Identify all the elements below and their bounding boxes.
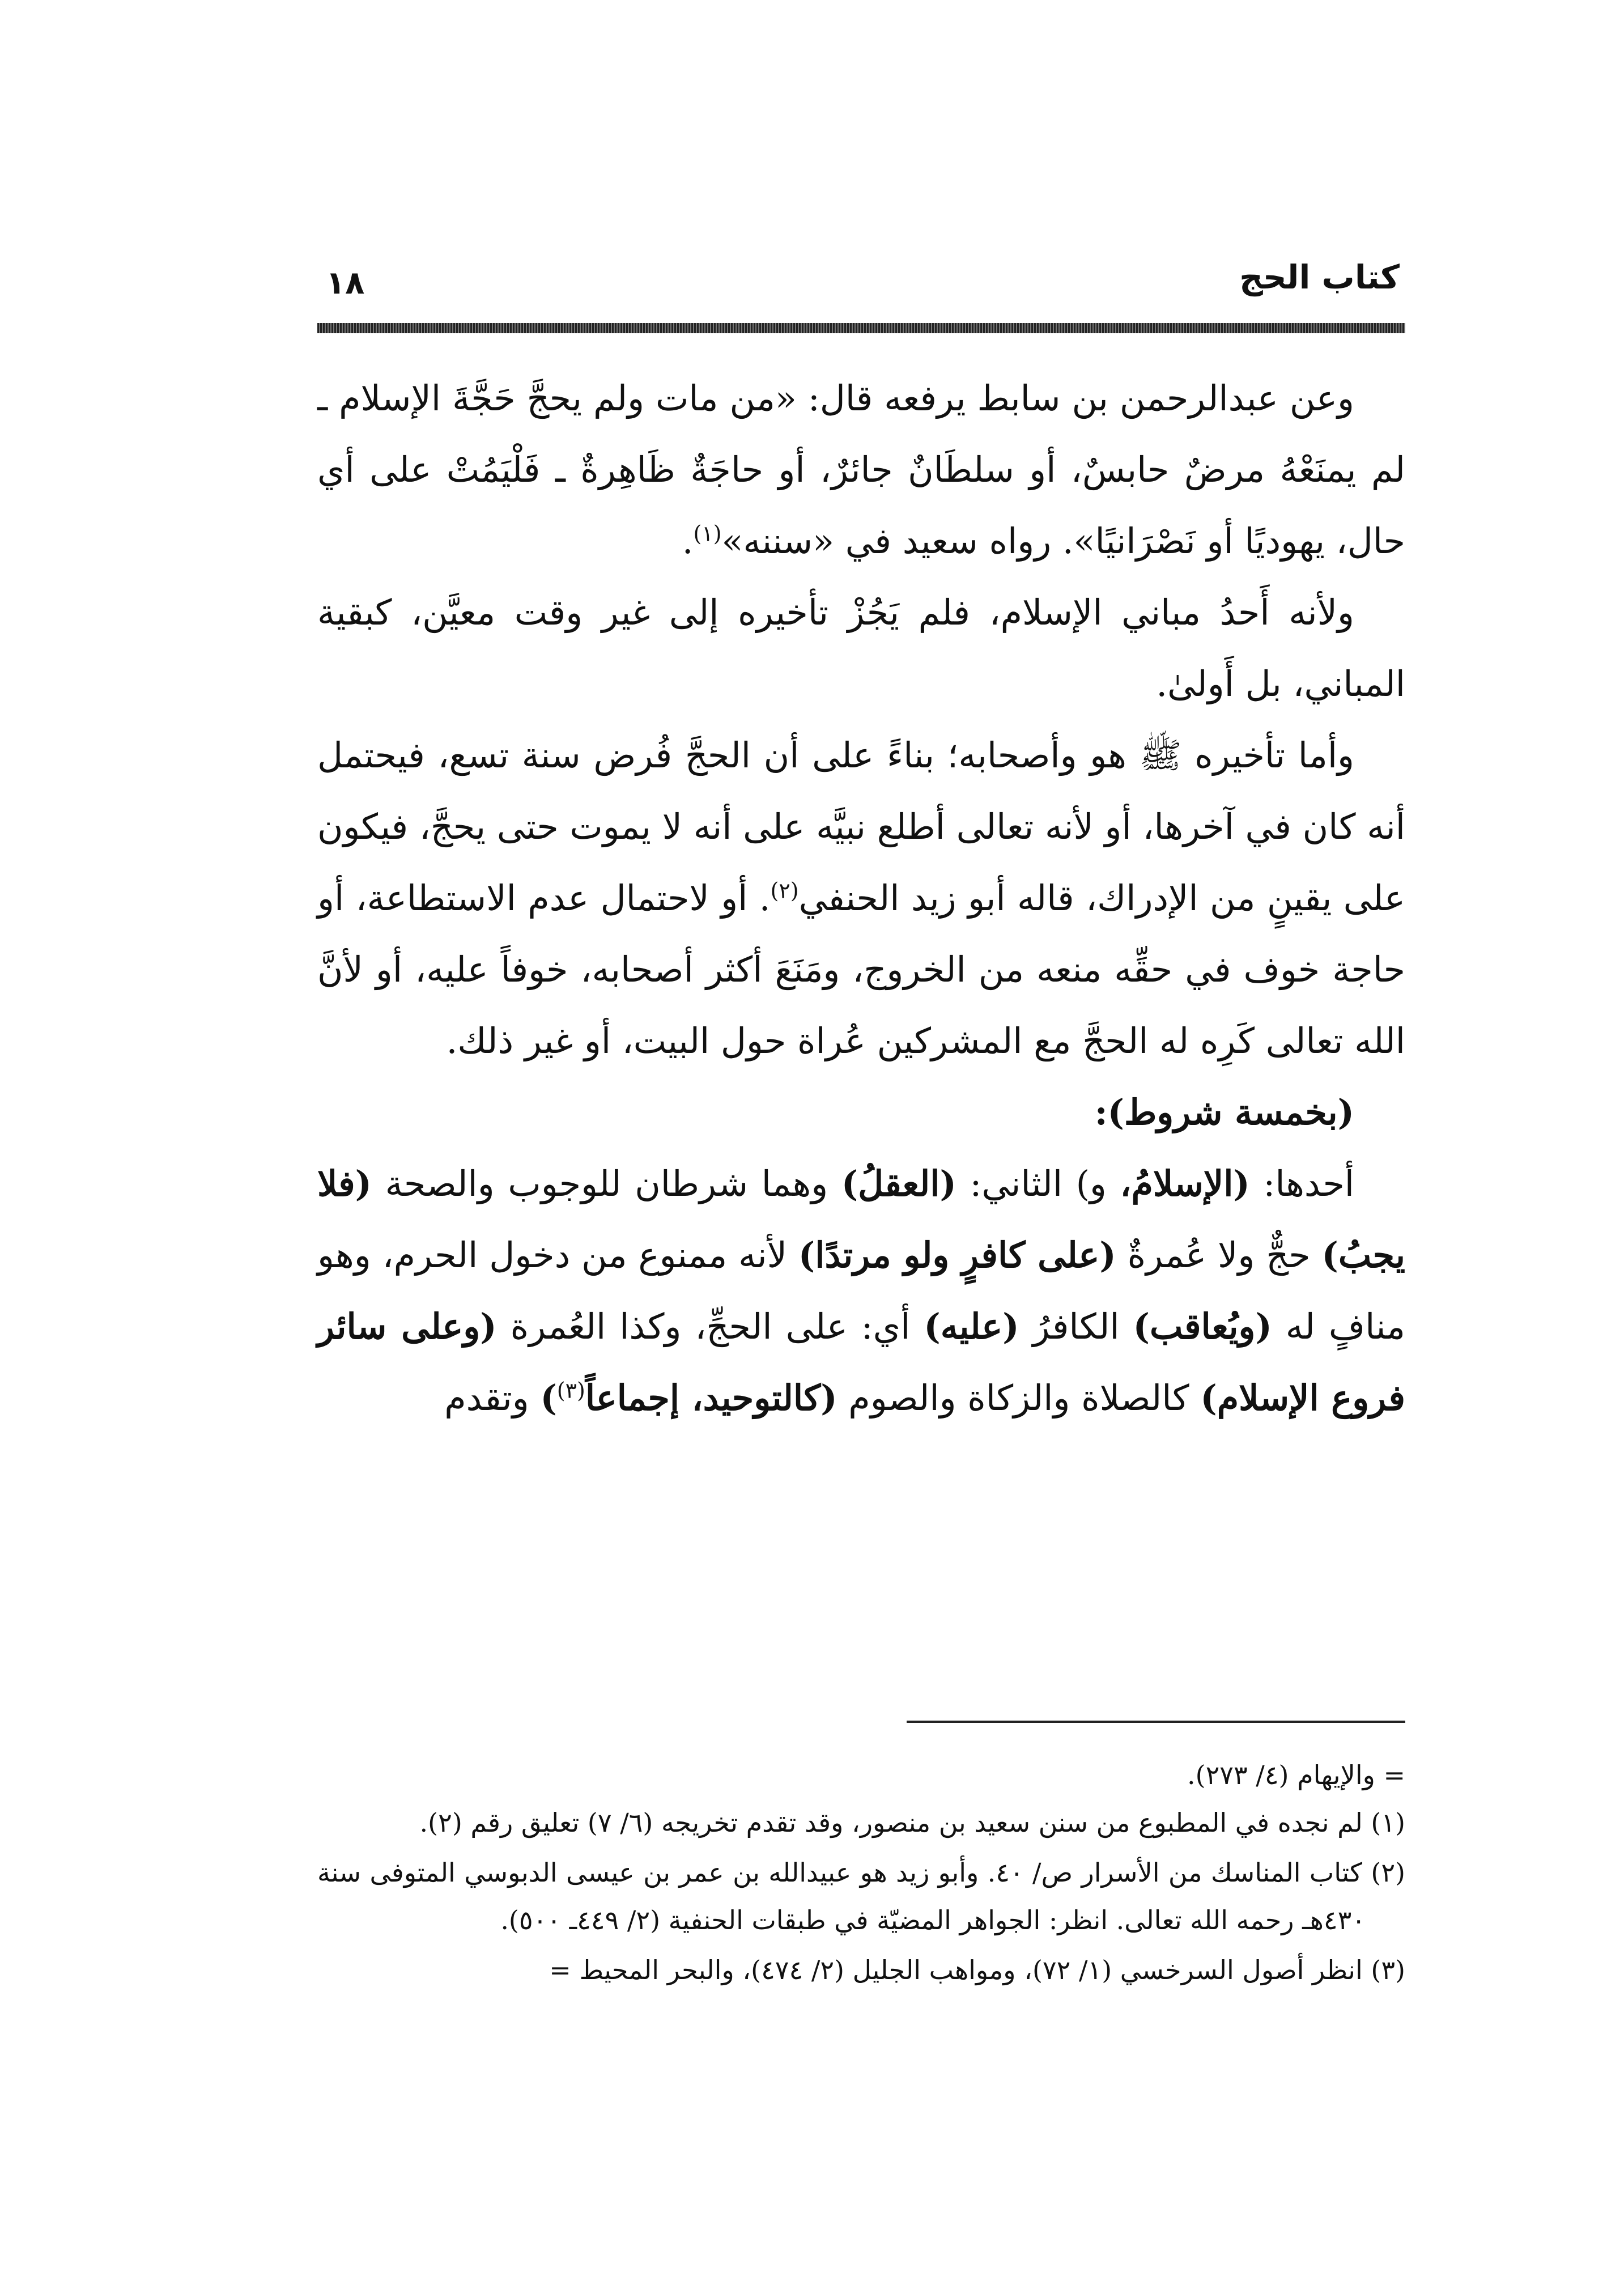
p4-bold-6: (عليه) xyxy=(924,1306,1019,1347)
paragraph-1-text: وعن عبدالرحمن بن سابط يرفعه قال: «من مات ولم يحجَّ حَجَّةَ الإسلام ـ لم يمنَعْهُ مرضٌ حابسٌ، أو سلطَانٌ جائرٌ، أو حاجَةٌ ظَاهِرةٌ ـ فَلْيَمُتْ على أي حال، يهوديًا أو نَصْرَانيًا». رواه سعيد في «سننه» xyxy=(317,377,1405,562)
p4-bold-8: (كالتوحيد، إجماعاً xyxy=(585,1377,837,1419)
page-number: ١٨ xyxy=(326,265,365,302)
footnote-ref-2: (٢) xyxy=(770,878,799,903)
paragraph-3-rest: . أو لاحتمال عدم الاستطاعة، أو حاجة خوف في حقِّه منعه من الخروج، ومَنَعَ أكثر أصحابه، خوفاً عليه، أو لأنَّ الله تعالى كَرِه له الحجَّ مع المشركين عُراة حول البيت، أو غير ذلك. xyxy=(317,877,1405,1061)
p4-bold-9: ) xyxy=(540,1377,557,1419)
paragraph-1 xyxy=(317,363,1405,577)
p4-text-c: و) الثاني: xyxy=(956,1163,1120,1204)
p4-text-d: وهما شرطان للوجوب والصحة xyxy=(371,1163,841,1204)
paragraph-4 xyxy=(317,1148,1405,1434)
running-title: كتاب الحج xyxy=(1239,258,1400,296)
p4-text-g: الكافرُ xyxy=(1019,1306,1133,1347)
p4-text-h: أي: على الحجِّ، وكذا العُمرة xyxy=(496,1306,924,1347)
paragraph-1-end: . xyxy=(682,520,694,562)
p4-text-f: لأنه ممنوع من دخول الحرم، وهو منافٍ له xyxy=(317,1234,1405,1347)
paragraph-2: ولأنه أَحدُ مباني الإسلام، فلم يَجُزْ تأخيره إلى غير وقت معيَّن، كبقية المباني، بل أَولىٰ. xyxy=(317,592,1405,704)
book-page xyxy=(317,0,1405,2293)
p4-text-e: حجٌّ ولا عُمرةٌ xyxy=(1116,1234,1322,1276)
footnote-1: (١) لم نجده في المطبوع من سنن سعيد بن منصور، وقد تقدم تخريجه (٦/ ٧) تعليق رقم (٢). xyxy=(419,1807,1405,1838)
main-text xyxy=(317,363,1405,1434)
p4-text-i: كالصلاة والزكاة والصوم xyxy=(837,1377,1201,1419)
paragraph-3 xyxy=(317,720,1405,1077)
footnote-2: (٢) كتاب المناسك من الأسرار ص/ ٤٠. وأبو زيد هو عبيدالله بن عمر بن عيسى الدبوسي المتوفى سنة ٤٣٠هـ رحمه الله تعالى. انظر: الجواهر المضيّة في طبقات الحنفية (٢/ ٤٤٩ـ ٥٠٠). xyxy=(317,1857,1405,1935)
p4-bold-2: (العقلُ) xyxy=(841,1163,956,1204)
p4-bold-5: (ويُعاقب) xyxy=(1133,1306,1272,1347)
paragraph-3-text: وأما تأخيره ﷺ هو وأصحابه؛ بناءً على أن الحجَّ فُرض سنة تسع، فيحتمل أنه كان في آخرها، أو لأنه تعالى أطلع نبيَّه على أنه لا يموت حتى يحجَّ، فيكون على يقينٍ من الإدراك، قاله أبو زيد الحنفي xyxy=(317,734,1406,919)
footnote-continuation: = والإيهام (٤/ ٢٧٣). xyxy=(1187,1760,1405,1790)
p4-bold-1: (الإسلامُ، xyxy=(1120,1163,1250,1204)
p4-bold-3: (فلا يجبُ) xyxy=(317,1163,1406,1276)
p4-text-a: أحدها: xyxy=(1249,1163,1354,1204)
p4-bold-7: (وعلى سائر فروع الإسلام) xyxy=(317,1306,1405,1419)
footnote-ref-1: (١) xyxy=(693,521,722,546)
footnote-3: (٣) انظر أصول السرخسي (١/ ٧٢)، ومواهب الجليل (٢/ ٤٧٤)، والبحر المحيط = xyxy=(549,1955,1405,1985)
footnotes xyxy=(317,1751,1405,1996)
page-header xyxy=(317,258,1405,309)
footnote-ref-3: (٣) xyxy=(556,1378,585,1403)
p4-bold-4: (على كافرٍ ولو مرتدًا) xyxy=(798,1234,1116,1276)
header-rule xyxy=(317,323,1405,333)
footnote-separator xyxy=(907,1721,1405,1723)
section-heading: (بخمسة شروط): xyxy=(1094,1092,1354,1133)
p4-text-j: وتقدم xyxy=(444,1377,541,1419)
